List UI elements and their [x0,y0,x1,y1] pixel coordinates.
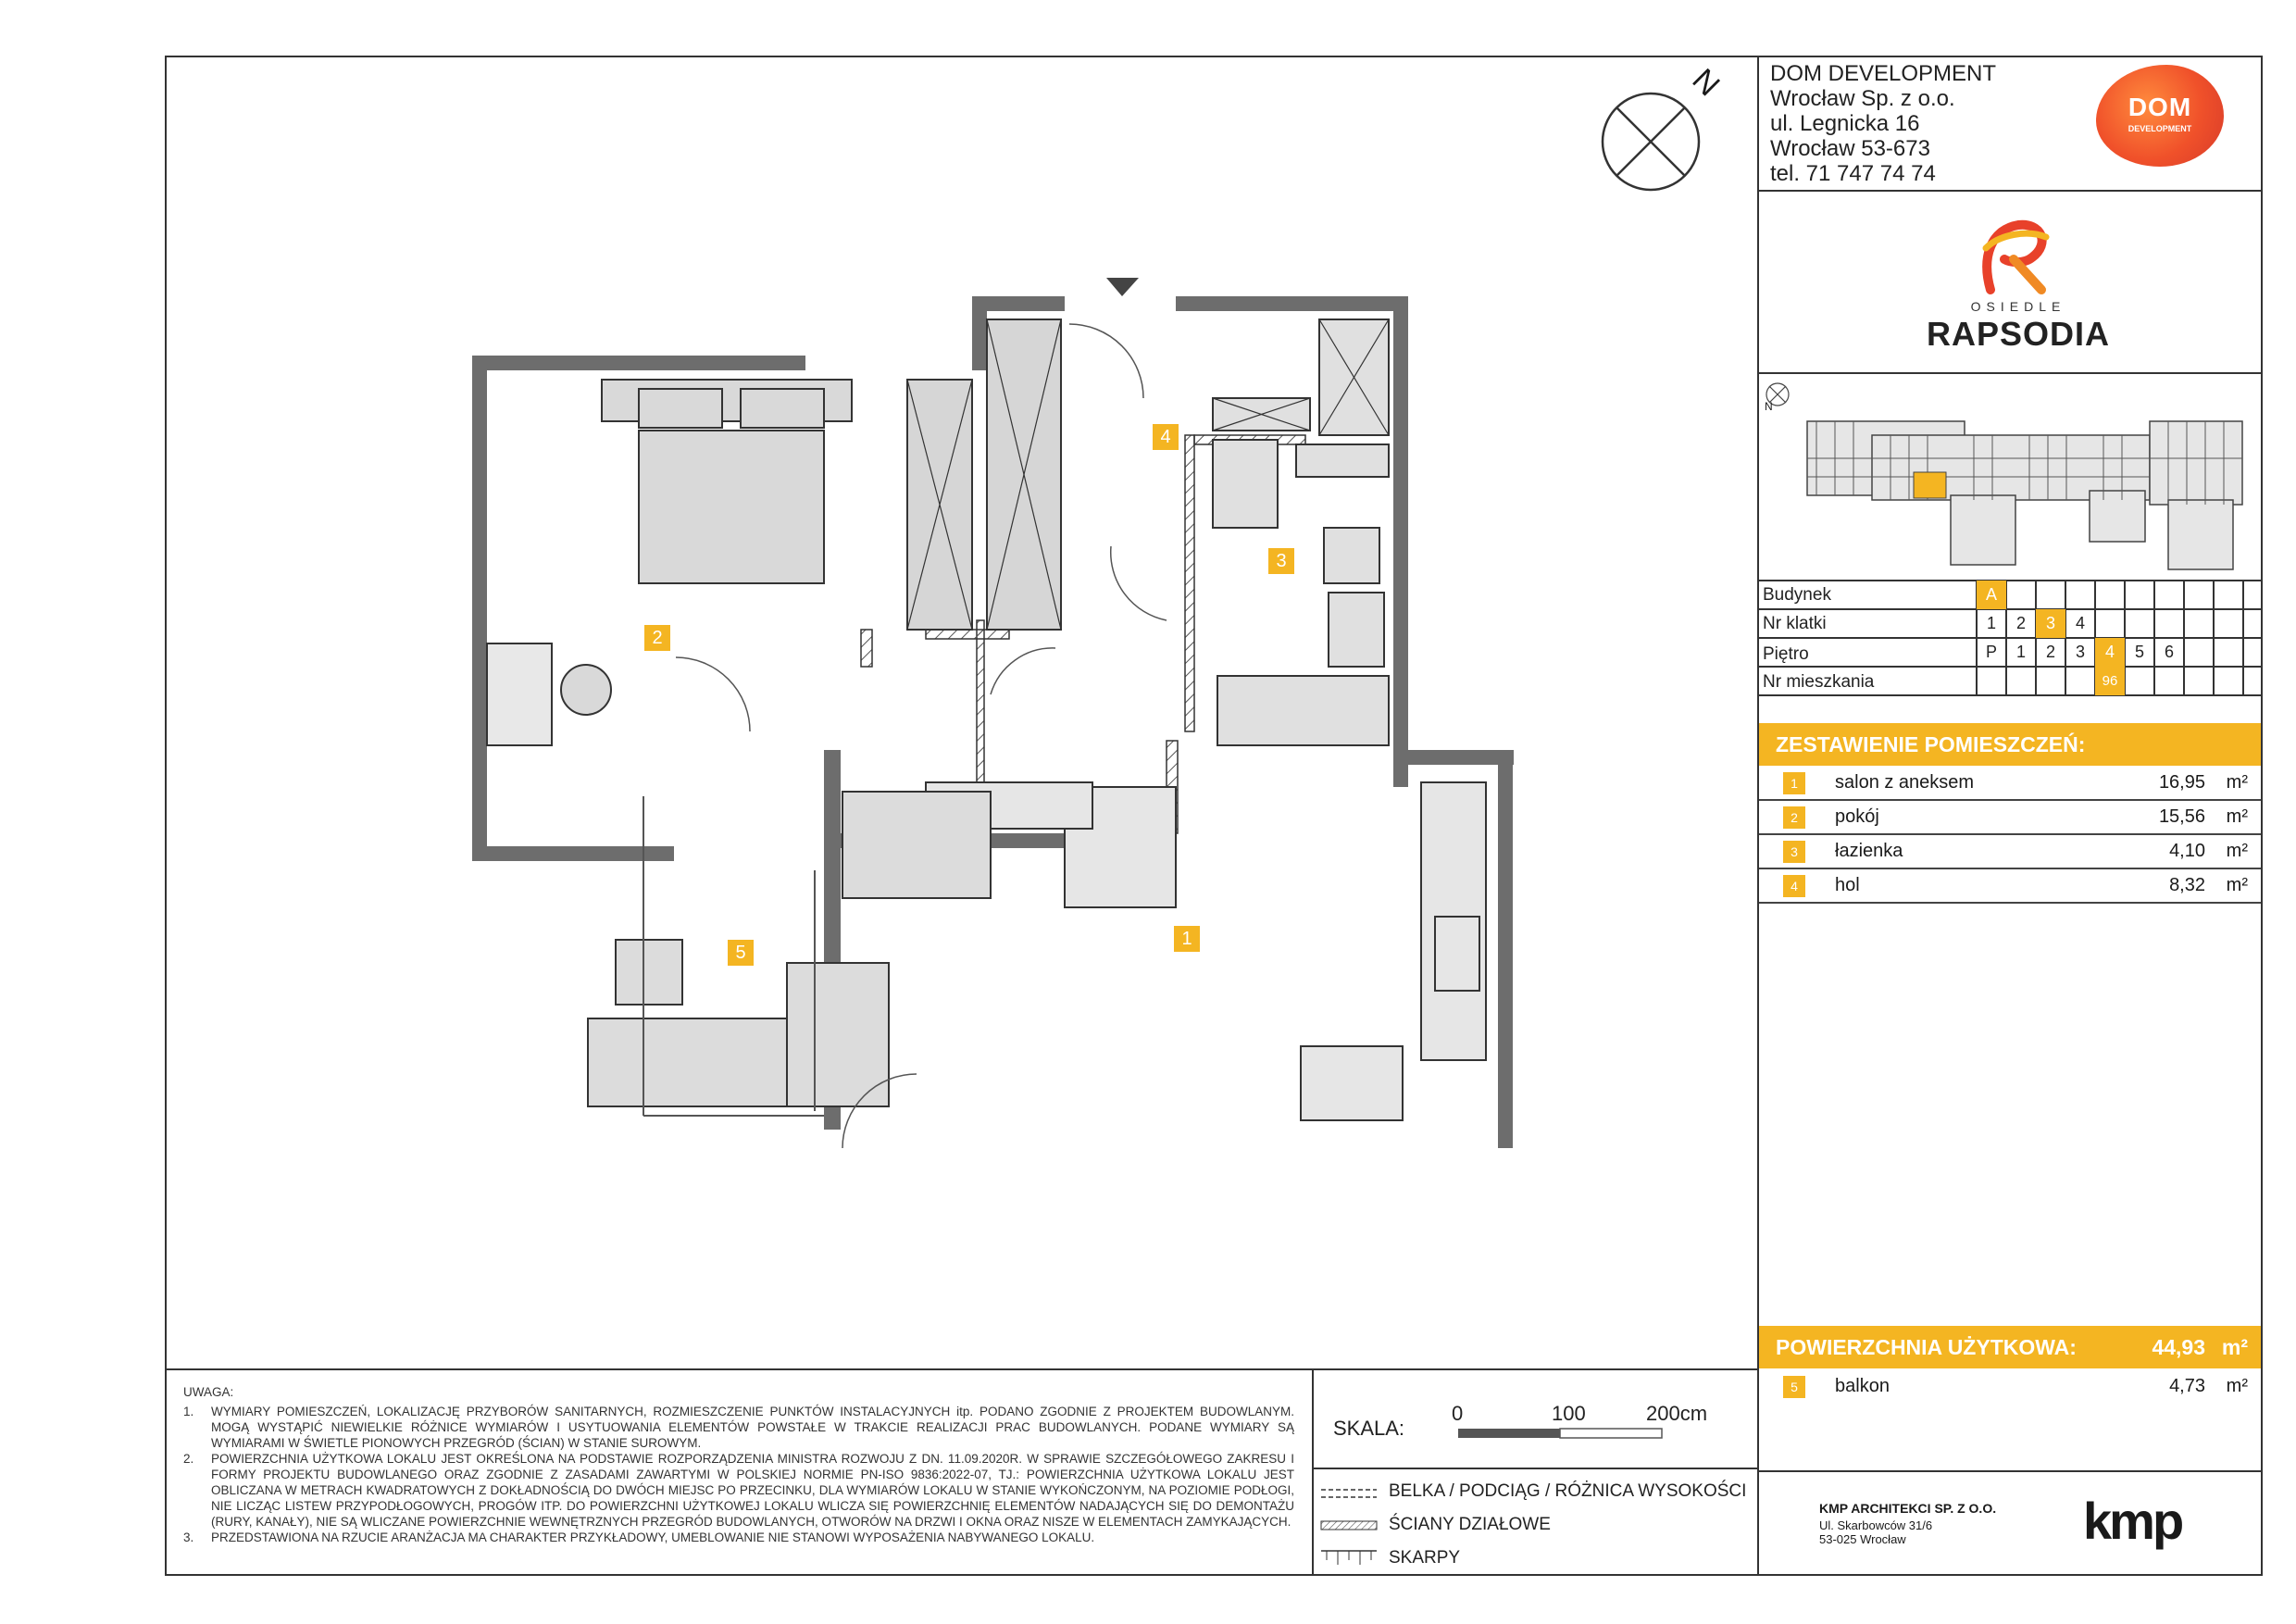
pietro-4-selected: 4 [2095,638,2125,667]
room-number: 1 [1783,772,1805,794]
klatka-4: 4 [2075,614,2085,632]
divider [1312,1468,1757,1469]
architect-name: KMP ARCHITEKCI SP. Z O.O. [1819,1501,1997,1516]
room-unit: m² [2226,875,2248,895]
pietro-p: P [1985,643,1997,661]
room-area: 4,10 [2169,841,2205,861]
room-row [1759,801,2261,835]
room-row [1759,869,2261,904]
plan-label-2: 2 [644,625,670,651]
architect-street: Ul. Skarbowców 31/6 [1819,1518,1933,1532]
room-name: salon z aneksem [1835,772,1975,793]
grid-line [2242,580,2244,694]
notes [183,1384,1294,1545]
room-area: 8,32 [2169,875,2205,895]
room-number: 2 [1783,806,1805,829]
plan-label-3: 3 [1268,548,1294,574]
grid-line [2213,580,2215,694]
pietro-2: 2 [2045,643,2055,661]
plan-label-5: 5 [728,940,754,966]
klatka-2: 2 [2015,614,2026,632]
legend-symbols [1319,1486,1380,1569]
project-name: RAPSODIA [1926,315,2111,353]
key-plan [1761,380,2261,574]
project-small-label: OSIEDLE [1970,299,2066,314]
room-number: 5 [1783,1376,1805,1398]
divider [1757,1470,2263,1472]
room-number: 4 [1783,875,1805,897]
room-name: łazienka [1835,841,1903,861]
pietro-5: 5 [2134,643,2144,661]
architect-city: 53-025 Wrocław [1819,1532,1906,1546]
note-text: PRZEDSTAWIONA NA RZUCIE ARANŻACJA MA CHARAKTER PRZYKŁADOWY, UMEBLOWANIE NIE STANOWI WYPOSAŻENIA NABYWANEGO LOKALU. [211,1530,1095,1544]
dom-logo-text: DOM [2128,93,2192,121]
rapsodia-logo-icon [1963,211,2065,299]
pietro-1: 1 [2015,643,2026,661]
legend-walls: ŚCIANY DZIAŁOWE [1389,1515,1551,1534]
company-name: DOM DEVELOPMENT [1770,61,1997,86]
note-text: WYMIARY POMIESZCZEŃ, LOKALIZACJĘ PRZYBORÓW SANITARNYCH, ROZMIESZCZENIE PUNKTÓW INSTALACYJNYCH itp. PODANO ZGODNIE Z PROJEKTEM BUDOWLANYM. MOGĄ WYSTĄPIĆ NIEWIELKIE RÓŻNICE WYMIARÓW I USYTUOWANIA ELEMENTÓW POWSTAŁE W TRAKCIE REALIZACJI PRAC BUDOWLANYCH. PODANE WYMIARY SĄ WYMIARAMI W ŚWIETLE PIONOWYCH PRZEGRÓD (ŚCIAN) W STANIE SUROWYM. [211,1405,1294,1450]
pietro-label: Piętro [1763,644,1809,664]
mieszkanie-value: 96 [2095,667,2125,695]
plan-label-1: 1 [1174,926,1200,952]
klatka-1: 1 [1986,614,1996,632]
total-area-unit: m² [2221,1335,2248,1359]
room-row [1759,767,2261,801]
room-row [1759,835,2261,869]
note-item [183,1404,1294,1451]
room-area: 15,56 [2158,806,2205,827]
legend-slopes: SKARPY [1389,1548,1461,1568]
room-area: 4,73 [2169,1376,2205,1396]
klatka-3-selected: 3 [2036,609,2065,638]
divider [165,1368,1757,1370]
key-plan-north-label: N [1765,400,1773,413]
dom-logo-subtext: DEVELOPMENT [2128,124,2192,133]
divider [1757,580,2263,581]
company-phone: tel. 71 747 74 74 [1770,161,1936,186]
total-area-value: 44,93 [2152,1335,2205,1359]
room-unit: m² [2226,806,2248,827]
divider [1757,372,2263,374]
notes-title: UWAGA: [183,1385,234,1399]
note-number: 3. [183,1530,194,1544]
room-name: balkon [1835,1376,1890,1396]
company-street: ul. Legnicka 16 [1770,111,1920,136]
legend-beam: BELKA / PODCIĄG / RÓŻNICA WYSOKOŚCI [1389,1481,1747,1501]
note-item [183,1451,1294,1530]
room-name: hol [1835,875,1860,895]
company-city: Wrocław 53-673 [1770,136,1930,161]
room-name: pokój [1835,806,1879,827]
plan-label-4: 4 [1153,424,1179,450]
grid-line [2153,580,2155,694]
scale-bar [1458,1426,1680,1441]
budynek-label: Budynek [1763,585,1831,605]
kmp-logo: kmp [2083,1492,2182,1550]
summary-title: ZESTAWIENIE POMIESZCZEŃ: [1759,723,2261,766]
scale-label: SKALA: [1333,1417,1405,1440]
note-text: POWIERZCHNIA UŻYTKOWA LOKALU JEST OKREŚLONA NA PODSTAWIE ROZPORZĄDZENIA MINISTRA ROZWOJU Z DN. 11.09.2020R. W SPRAWIE SZCZEGÓŁOWEGO ZAKRESU I FORMY PROJEKTU BUDOWLANEGO ORAZ ZGODNIE Z ZASADAMI ZAWARTYMI W POLSKIEJ NORMIE PN-ISO 9836:2022-07, TJ.: POWIERZCHNIA UŻYTKOWA LOKALU JEST OBLICZANA W METRACH KWADRATOWYCH Z DOKŁADNOŚCIĄ DO DWÓCH MIEJSC PO PRZECINKU, DLA WYMIARÓW LOKALU W STANIE WYKOŃCZONYM, NA POZIOMIE PODŁOGI, NIE LICZĄC LISTEW PRZYPODŁOGOWYCH, PROGÓW ITP. DO POWIERZCHNI UŻYTKOWEJ LOKALU WLICZA SIĘ POWIERZCHNIĘ ELEMENTÓW NADAJĄCYCH SIĘ DO DEMONTAŻU (RURY, KANAŁY), NIE SĄ WLICZANE POWIERZCHNIE WEWNĘTRZNYCH PRZEGRÓD BUDOWLANYCH, OTWORÓW NA DRZWI I OKNA ORAZ NISZE W ELEMENTACH ZAMYKAJĄCYCH. [211,1452,1294,1529]
divider [1312,1368,1314,1576]
room-unit: m² [2226,772,2248,793]
room-number: 3 [1783,841,1805,863]
floor-plan [463,259,1546,1148]
scale-tick-0: 0 [1452,1402,1464,1425]
divider [1757,694,2263,696]
mieszkanie-label: Nr mieszkania [1763,672,1875,692]
scale-tick-200: 200cm [1646,1402,1708,1425]
room-unit: m² [2226,841,2248,861]
note-number: 1. [183,1405,194,1418]
divider [1757,190,2263,192]
pietro-6: 6 [2164,643,2174,661]
note-number: 2. [183,1452,194,1466]
klatka-label: Nr klatki [1763,614,1827,633]
company-line2: Wrocław Sp. z o.o. [1770,86,1955,111]
grid-line [2183,580,2185,694]
budynek-value: A [1977,581,2006,609]
room-area: 16,95 [2158,772,2205,793]
balcony-row [1759,1370,2261,1405]
scale-tick-100: 100 [1552,1402,1586,1425]
pietro-3: 3 [2075,643,2085,661]
north-label: N [1685,62,1727,104]
total-area-bar [1759,1326,2261,1368]
total-area-label: POWIERZCHNIA UŻYTKOWA: [1776,1335,2077,1359]
note-item [183,1530,1294,1545]
room-unit: m² [2226,1376,2248,1396]
